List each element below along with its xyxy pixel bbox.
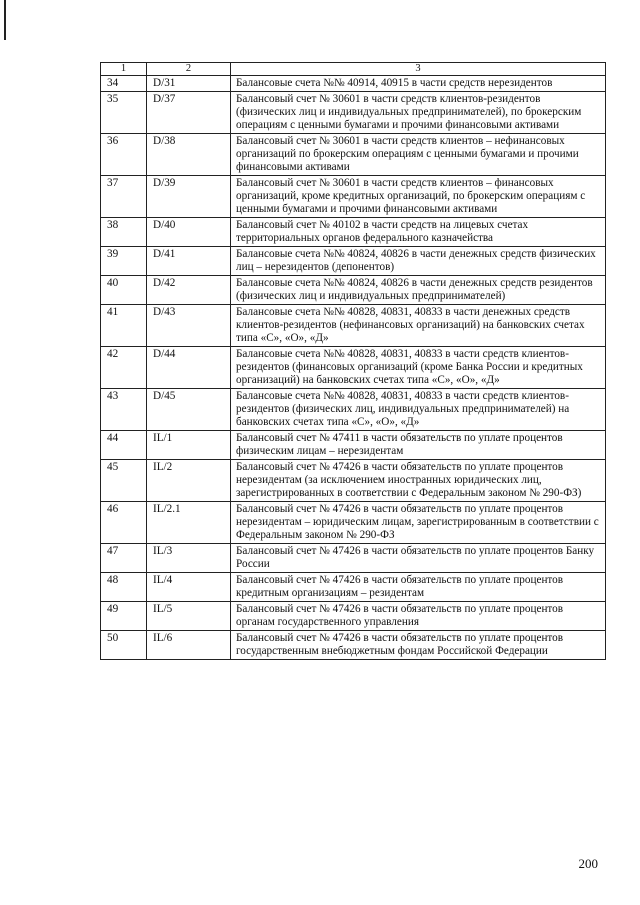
table-row: [101, 305, 606, 347]
accounts-table: [100, 62, 606, 660]
row-description: Балансовый счет № 47426 в части обязательств по уплате процентов кредитным организациям – резидентам: [231, 573, 606, 602]
row-code: D/39: [147, 176, 231, 218]
row-number: 47: [101, 544, 147, 573]
table-row: [101, 573, 606, 602]
row-description: Балансовый счет № 30601 в части средств клиентов – нефинансовых организаций по брокерским операциям с ценными бумагами и прочими финансовыми активами: [231, 134, 606, 176]
row-code: D/38: [147, 134, 231, 176]
table-row: [101, 134, 606, 176]
row-code: IL/2: [147, 460, 231, 502]
row-description: Балансовый счет № 47426 в части обязательств по уплате процентов органам государственного управления: [231, 602, 606, 631]
row-code: IL/6: [147, 631, 231, 660]
row-code: D/43: [147, 305, 231, 347]
header-row: [101, 63, 606, 76]
row-description: Балансовые счета №№ 40828, 40831, 40833 в части средств клиентов-резидентов (физических лиц, индивидуальных предпринимателей) на банковских счетах типа «С», «О», «Д»: [231, 389, 606, 431]
table-row: [101, 76, 606, 92]
table-row: [101, 460, 606, 502]
margin-line: [4, 0, 6, 40]
row-code: D/31: [147, 76, 231, 92]
row-number: 49: [101, 602, 147, 631]
row-description: Балансовые счета №№ 40914, 40915 в части средств нерезидентов: [231, 76, 606, 92]
row-number: 43: [101, 389, 147, 431]
row-number: 50: [101, 631, 147, 660]
row-number: 35: [101, 92, 147, 134]
column-header-2: 2: [147, 63, 231, 76]
row-number: 34: [101, 76, 147, 92]
row-description: Балансовый счет № 40102 в части средств на лицевых счетах территориальных органов федерального казначейства: [231, 218, 606, 247]
row-description: Балансовый счет № 30601 в части средств клиентов-резидентов (физических лиц и индивидуальных предпринимателей), по брокерским операциям с ценными бумагами и прочими финансовыми активами: [231, 92, 606, 134]
table-row: [101, 502, 606, 544]
table-row: [101, 602, 606, 631]
row-description: Балансовый счет № 30601 в части средств клиентов – финансовых организаций, кроме кредитных организаций, по брокерским операциям с ценными бумагами и прочими финансовыми активами: [231, 176, 606, 218]
row-code: IL/1: [147, 431, 231, 460]
row-description: Балансовые счета №№ 40828, 40831, 40833 в части средств клиентов-резидентов (финансовых организаций (кроме Банка России и кредитных организаций) на банковских счетах типа «С», «О», «Д»: [231, 347, 606, 389]
row-number: 44: [101, 431, 147, 460]
row-code: D/45: [147, 389, 231, 431]
row-code: D/37: [147, 92, 231, 134]
row-description: Балансовый счет № 47426 в части обязательств по уплате процентов Банку России: [231, 544, 606, 573]
row-description: Балансовые счета №№ 40824, 40826 в части денежных средств резидентов (физических лиц и индивидуальных предпринимателей): [231, 276, 606, 305]
row-number: 40: [101, 276, 147, 305]
row-number: 39: [101, 247, 147, 276]
row-code: IL/5: [147, 602, 231, 631]
table-row: [101, 176, 606, 218]
row-number: 48: [101, 573, 147, 602]
table-row: [101, 631, 606, 660]
table-row: [101, 389, 606, 431]
row-description: Балансовый счет № 47426 в части обязательств по уплате процентов нерезидентам – юридическим лицам, зарегистрированным в соответствии с Федеральным законом № 290-ФЗ: [231, 502, 606, 544]
row-code: D/42: [147, 276, 231, 305]
row-description: Балансовый счет № 47426 в части обязательств по уплате процентов нерезидентам (за исключением иностранных юридических лиц, зарегистрированных в соответствии с Федеральным законом № 290-ФЗ): [231, 460, 606, 502]
row-number: 36: [101, 134, 147, 176]
row-description: Балансовый счет № 47426 в части обязательств по уплате процентов государственным внебюджетным фондам Российской Федерации: [231, 631, 606, 660]
row-description: Балансовый счет № 47411 в части обязательств по уплате процентов физическим лицам – нерезидентам: [231, 431, 606, 460]
row-description: Балансовые счета №№ 40828, 40831, 40833 в части денежных средств клиентов-резидентов (нефинансовых организаций) на банковских счетах типа «С», «О», «Д»: [231, 305, 606, 347]
table-row: [101, 247, 606, 276]
row-code: IL/4: [147, 573, 231, 602]
row-description: Балансовые счета №№ 40824, 40826 в части денежных средств физических лиц – нерезидентов (депонентов): [231, 247, 606, 276]
table-row: [101, 218, 606, 247]
row-code: IL/3: [147, 544, 231, 573]
table-row: [101, 431, 606, 460]
column-header-1: 1: [101, 63, 147, 76]
row-number: 42: [101, 347, 147, 389]
table-row: [101, 347, 606, 389]
page-number: 200: [578, 856, 598, 871]
row-number: 45: [101, 460, 147, 502]
row-number: 38: [101, 218, 147, 247]
row-number: 37: [101, 176, 147, 218]
table-row: [101, 92, 606, 134]
row-code: D/40: [147, 218, 231, 247]
column-header-3: 3: [231, 63, 606, 76]
row-code: D/41: [147, 247, 231, 276]
row-number: 41: [101, 305, 147, 347]
row-code: IL/2.1: [147, 502, 231, 544]
row-number: 46: [101, 502, 147, 544]
table-row: [101, 544, 606, 573]
table-row: [101, 276, 606, 305]
row-code: D/44: [147, 347, 231, 389]
